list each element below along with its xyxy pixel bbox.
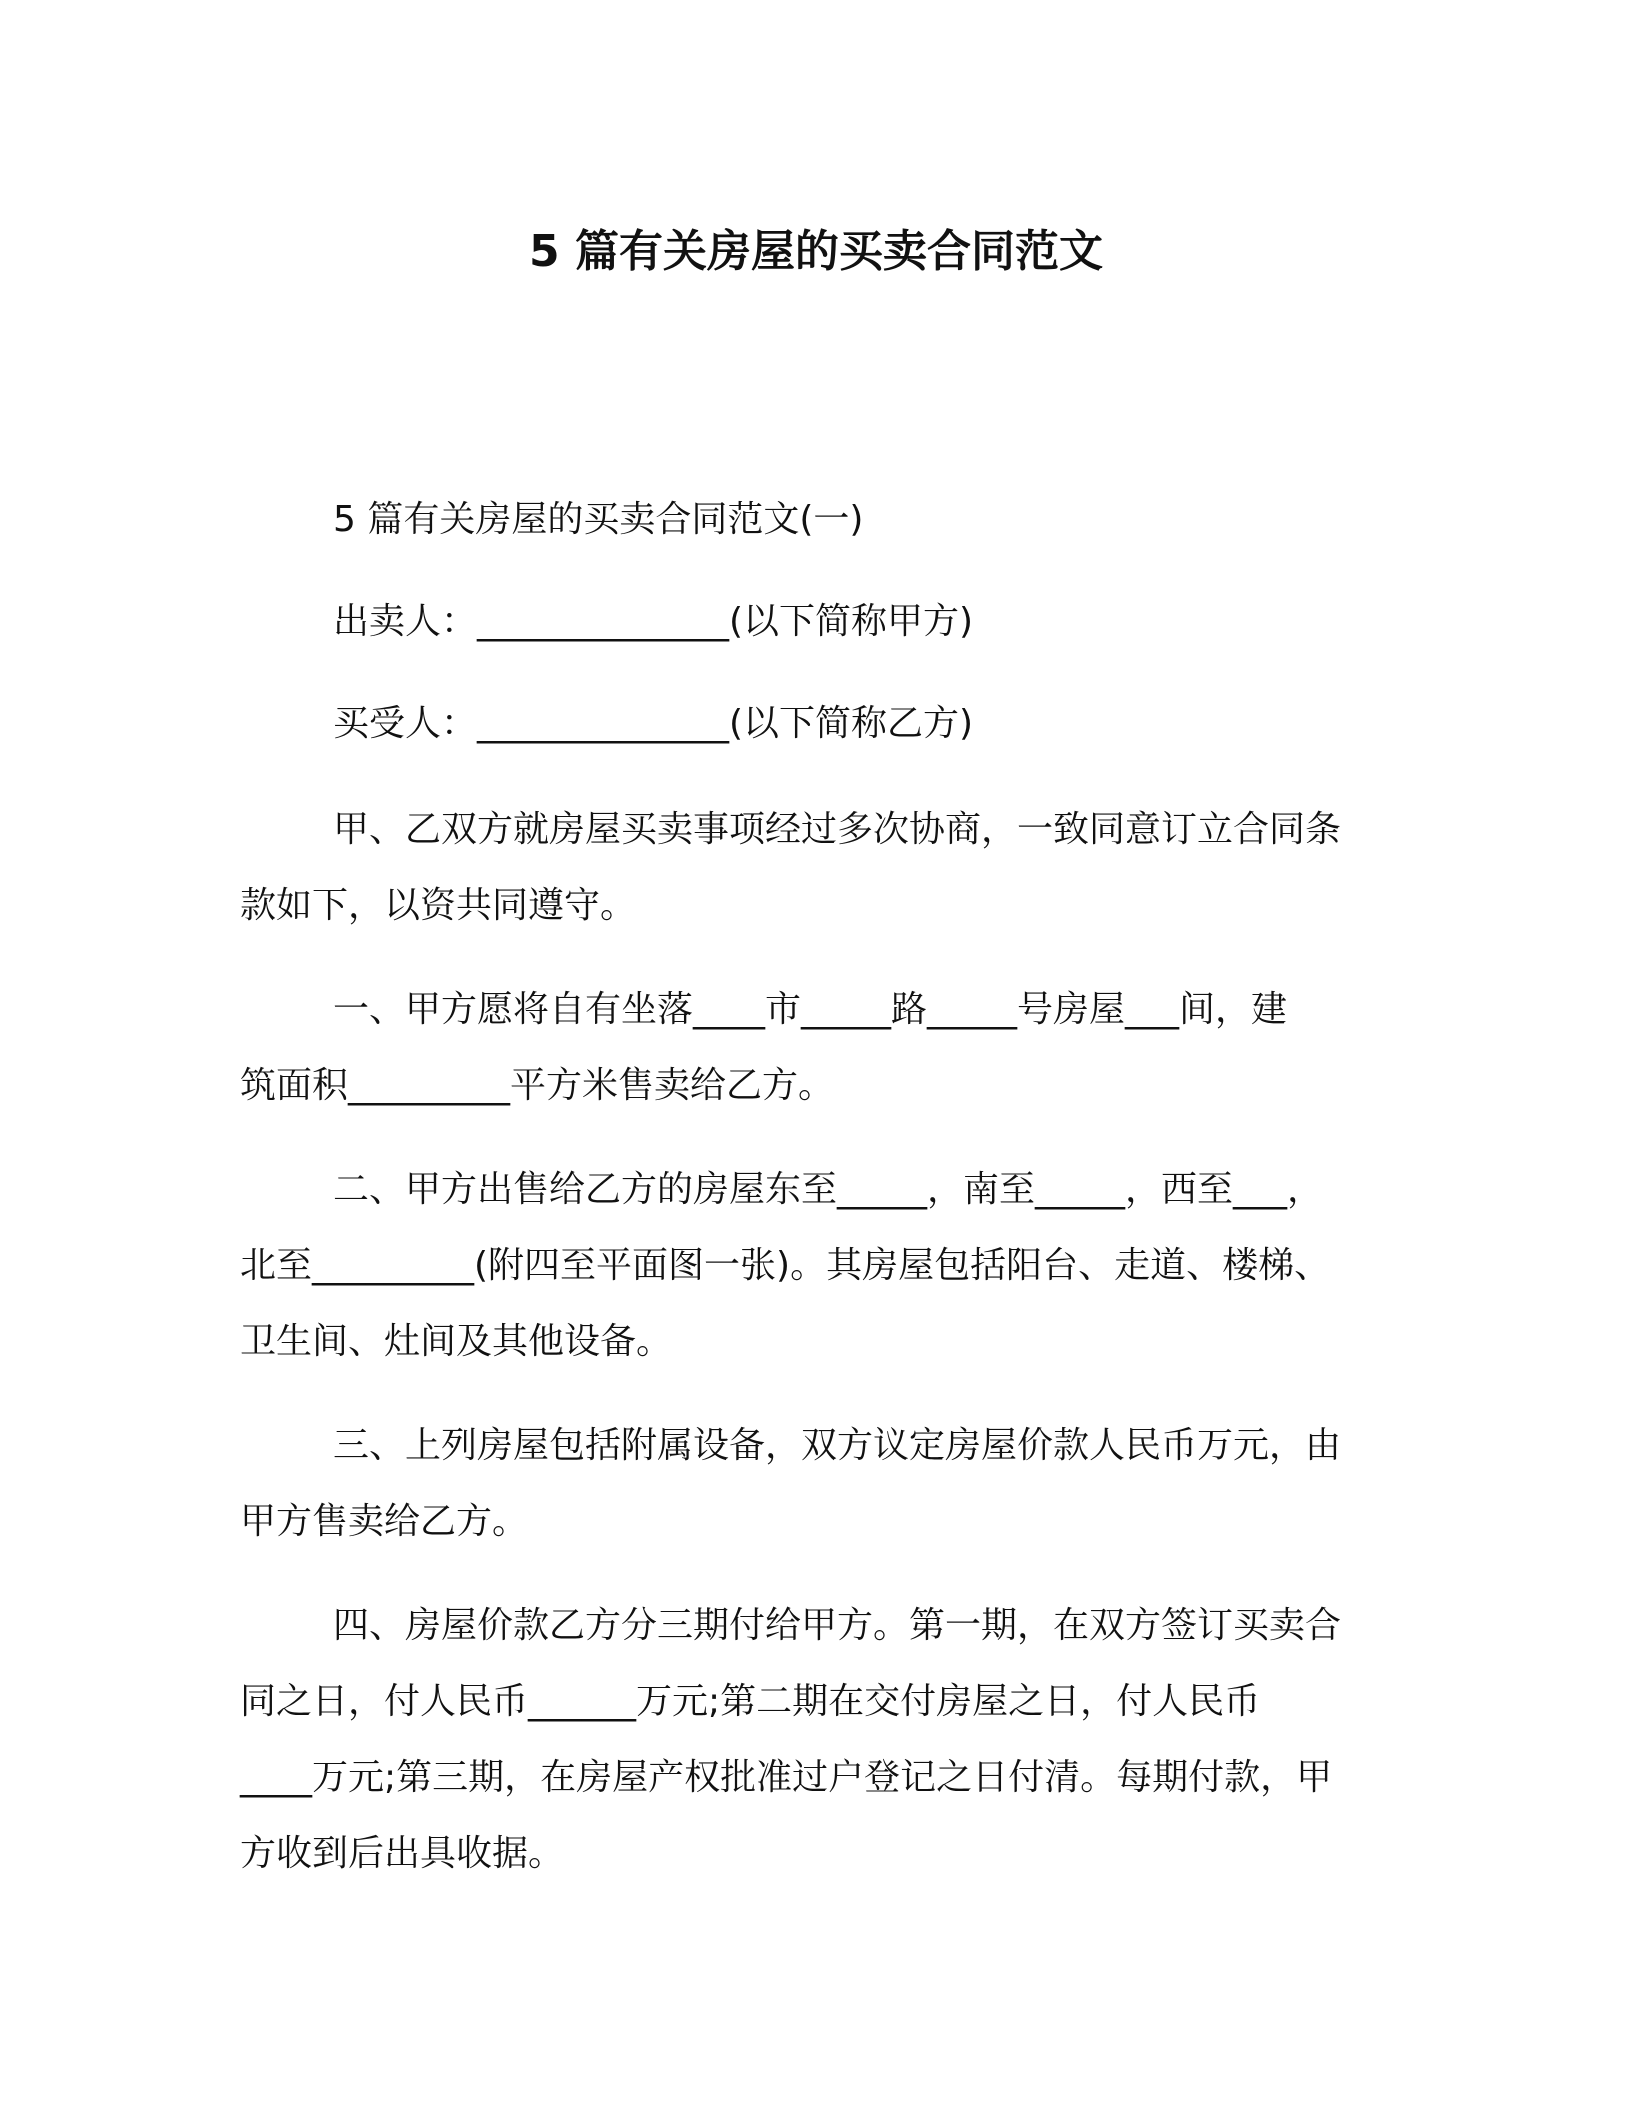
clause-1-line: 筑面积_________平方米售卖给乙方。 bbox=[240, 1065, 835, 1106]
seller-line: 出卖人：______________(以下简称甲方) bbox=[333, 601, 974, 642]
buyer-line: 买受人：______________(以下简称乙方) bbox=[333, 703, 974, 744]
document-title: 5 篇有关房屋的买卖合同范文 bbox=[529, 226, 1103, 277]
clause-2-line: 二、甲方出售给乙方的房屋东至_____，南至_____，西至___， bbox=[333, 1169, 1324, 1210]
clause-4-line: 方收到后出具收据。 bbox=[240, 1833, 565, 1874]
section-heading: 5 篇有关房屋的买卖合同范文(一) bbox=[333, 499, 864, 540]
clause-2-line: 北至_________(附四至平面图一张)。其房屋包括阳台、走道、楼梯、 bbox=[240, 1245, 1331, 1286]
clause-1-line: 一、甲方愿将自有坐落____市_____路_____号房屋___间，建 bbox=[333, 989, 1288, 1030]
paragraph-line: 甲、乙双方就房屋买卖事项经过多次协商，一致同意订立合同条 bbox=[333, 809, 1342, 850]
clause-4-line: 同之日，付人民币______万元;第二期在交付房屋之日，付人民币 bbox=[240, 1681, 1261, 1722]
clause-3-line: 甲方售卖给乙方。 bbox=[240, 1501, 529, 1542]
clause-4-line: ____万元;第三期，在房屋产权批准过户登记之日付清。每期付款，甲 bbox=[240, 1757, 1333, 1798]
clause-2-line: 卫生间、灶间及其他设备。 bbox=[240, 1321, 673, 1362]
paragraph-line: 款如下，以资共同遵守。 bbox=[240, 885, 637, 926]
clause-3-line: 三、上列房屋包括附属设备，双方议定房屋价款人民币万元，由 bbox=[333, 1425, 1342, 1466]
clause-4-line: 四、房屋价款乙方分三期付给甲方。第一期，在双方签订买卖合 bbox=[333, 1605, 1342, 1646]
